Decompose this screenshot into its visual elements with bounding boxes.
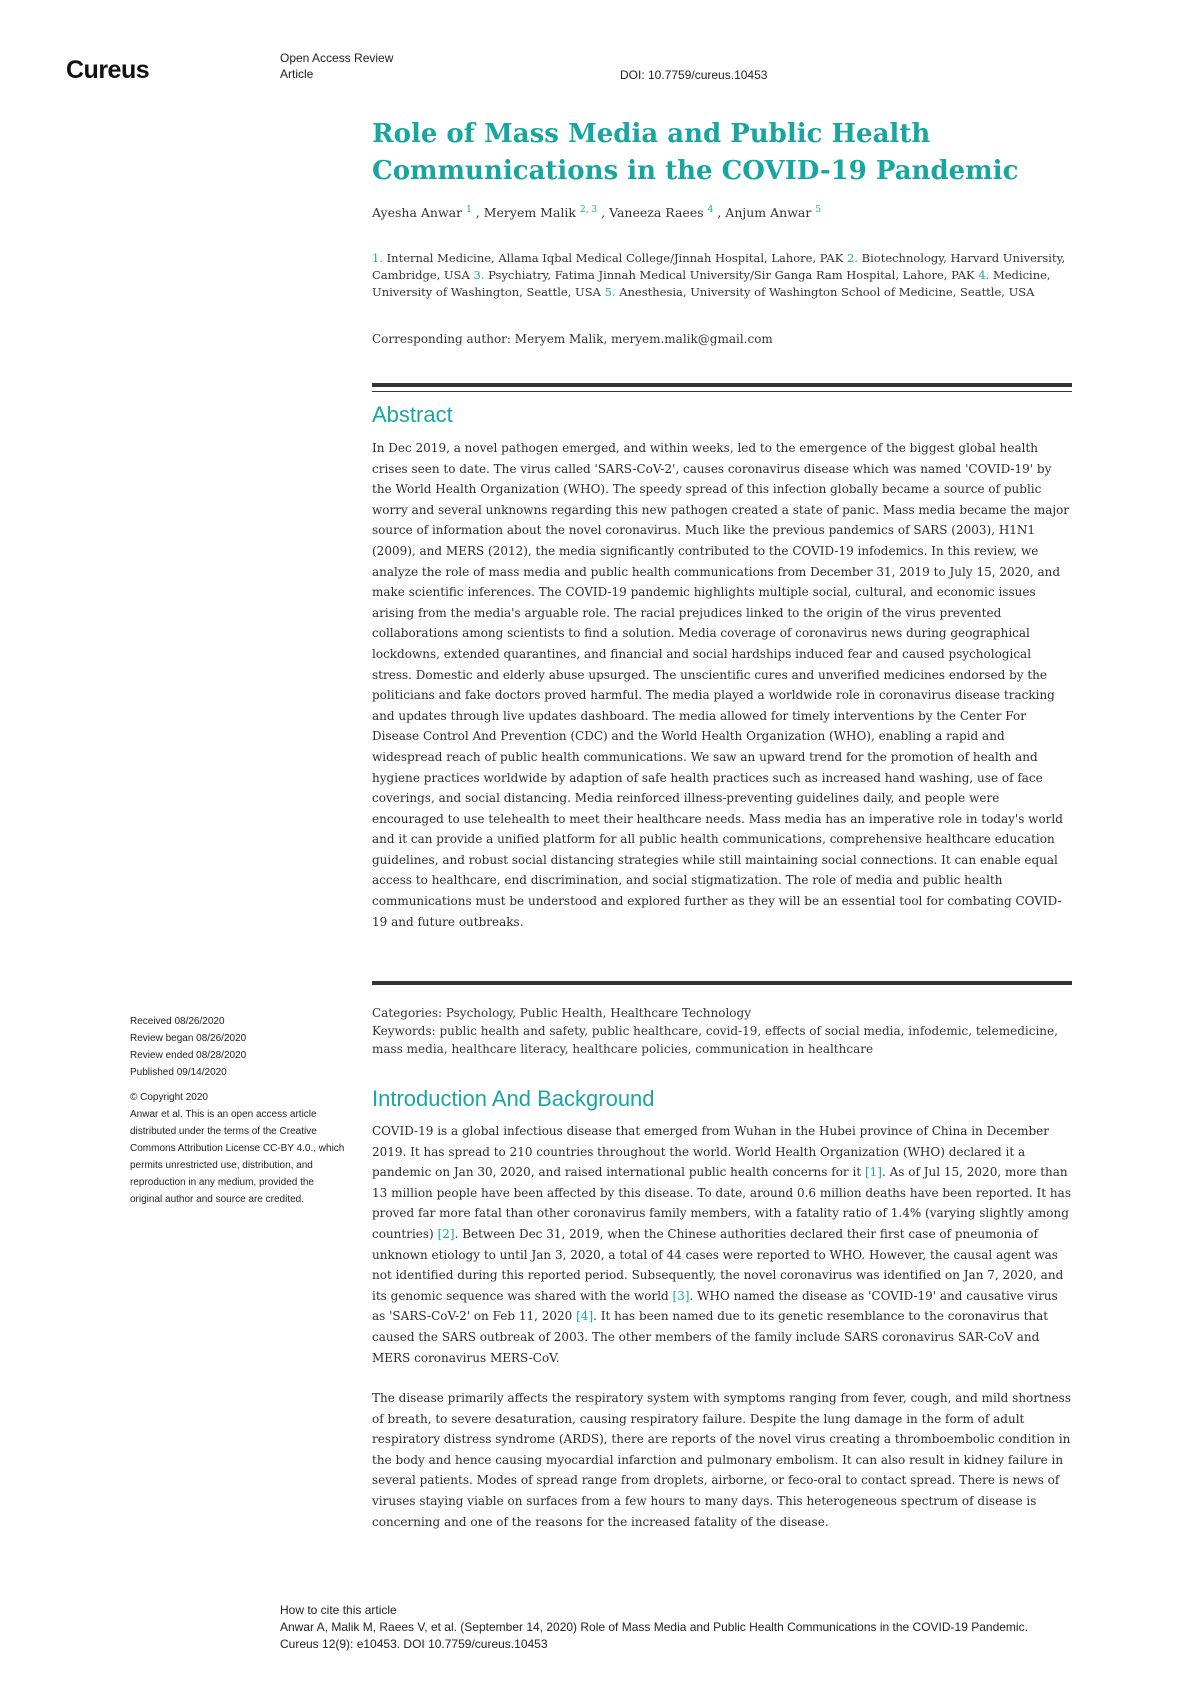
paragraph-text: . As of Jul 15, 2020, more than 13 million people have been affected by this disease. To date, around 0.6 million deaths have been reported. It has proved far more fatal than other coronavirus family members, with a fatality ratio of 1.4% (varying slightly among countries) <box>372 1165 1071 1241</box>
citation-line1: Anwar A, Malik M, Raees V, et al. (September 14, 2020) Role of Mass Media and Public Health Communications in the COVID-19 Pandemic. <box>280 1620 1028 1634</box>
reference-link[interactable]: [1] <box>864 1165 882 1180</box>
affiliations <box>372 250 1084 301</box>
author-affiliation-ref[interactable]: 4 <box>707 205 714 215</box>
citation-line2: Cureus 12(9): e10453. DOI 10.7759/cureus.10453 <box>280 1637 548 1651</box>
introduction-paragraph-2: The disease primarily affects the respiratory system with symptoms ranging from fever, cough, and mild shortness of breath, to severe desaturation, causing respiratory failure. Despite the lung damage in the form of adult respiratory distress syndrome (ARDS), there are reports of the novel virus creating a thromboembolic condition in the body and hence causing myocardial infarction and pulmonary embolism. It can also result in kidney failure in several patients. Modes of spread range from droplets, airborne, or feco-oral to contact spread. There is news of viruses staying viable on surfaces from a few hours to many days. This heterogeneous spectrum of disease is concerning and one of the reasons for the increased fatality of the disease. <box>372 1391 1071 1529</box>
title-line1: Role of Mass Media and Public Health <box>372 119 931 149</box>
affiliation-number: 2. <box>847 251 858 265</box>
abstract-heading: Abstract <box>372 402 453 427</box>
keywords-value: public health and safety, public healthcare, covid-19, effects of social media, infodemic, telemedicine, mass media, healthcare literacy, healthcare policies, communication in healthcare <box>372 1024 1058 1056</box>
citation-footer <box>280 1602 1140 1653</box>
affiliation-text: Psychiatry, Fatima Jinnah Medical University/Sir Ganga Ram Hospital, Lahore, PAK <box>488 268 975 282</box>
affiliation-text: Internal Medicine, Allama Iqbal Medical College/Jinnah Hospital, Lahore, PAK <box>386 251 844 265</box>
publication-sidebar <box>130 1013 345 1208</box>
reference-link[interactable]: [2] <box>437 1226 455 1241</box>
affiliation-text: Medicine, University of Washington, Seattle, USA <box>372 268 1051 299</box>
affiliation-number: 4. <box>978 268 990 282</box>
paragraph-text: COVID-19 is a global infectious disease that emerged from Wuhan in the Hubei province of China in December 2019. It has spread to 210 countries throughout the world. World Health Organization (WHO) declared it a pandemic on Jan 30, 2020, and raised international public health concerns for it <box>372 1124 1050 1180</box>
abstract-text: In Dec 2019, a novel pathogen emerged, and within weeks, led to the emergence of the biggest global health crises seen to date. The virus called 'SARS-CoV-2', causes coronavirus disease which was named 'COVID-19' by the World Health Organization (WHO). The speedy spread of this infection globally became a source of public worry and several unknowns regarding this new pathogen created a state of panic. Mass media became the major source of information about the novel coronavirus. Much like the previous pandemics of SARS (2003), H1N1 (2009), and MERS (2012), the media significantly contributed to the COVID-19 infodemics. In this review, we analyze the role of mass media and public health communications from December 31, 2019 to July 15, 2020, and make scientific inferences. The COVID-19 pandemic highlights multiple social, cultural, and economic issues arising from the media's arguable role. The racial prejudices linked to the origin of the virus prevented collaborations among scientists to find a solution. Media coverage of coronavirus news during geographical lockdowns, extended quarantines, and financial and social hardships induced fear and caused psychological stress. Domestic and elderly abuse upsurged. The unscientific cures and unverified medicines endorsed by the politicians and fake doctors proved harmful. The media played a worldwide role in coronavirus disease tracking and updates through live updates dashboard. The media allowed for timely interventions by the Center For Disease Control And Prevention (CDC) and the World Health Organization (WHO), enabling a rapid and widespread reach of public health communications. We saw an upward trend for the promotion of health and hygiene practices worldwide by adaption of safe health practices such as increased hand washing, use of face coverings, and social distancing. Media reinforced illness-preventing guidelines daily, and people were encouraged to use telehealth to meet their healthcare needs. Mass media has an imperative role in today's world and it can provide a unified platform for all public health communications, comprehensive healthcare education guidelines, and robust social distancing strategies while still maintaining social connections. It can enable equal access to healthcare, end discrimination, and social stigmatization. The role of media and public health communications must be understood and explored further as they will be an essential tool for combating COVID-19 and future outbreaks. <box>372 441 1070 929</box>
license-text: Anwar et al. This is an open access article distributed under the terms of the Creative Commons Attribution License CC-BY 4.0., which permits unrestricted use, distribution, and reproduction in any medium, provided the original author and source are credited. <box>130 1109 345 1205</box>
affiliation-number: 3. <box>473 268 485 282</box>
author-name[interactable]: Anjum Anwar <box>725 205 812 221</box>
copyright-notice: © Copyright 2020 <box>130 1092 208 1103</box>
review-ended-date: Review ended 08/28/2020 <box>130 1050 247 1061</box>
doi: DOI: 10.7759/cureus.10453 <box>620 68 768 82</box>
author-list: Ayesha Anwar $^1$ , Meryem Malik $^{2, 3}$ , Vaneeza Raees $^4$ , Anjum Anwar $^5$ <box>372 205 822 221</box>
author-affiliation-ref[interactable]: 2, 3 <box>579 205 598 215</box>
corresponding-author-label: Corresponding author: <box>372 332 511 346</box>
article-type-line1: Open Access Review <box>280 51 394 65</box>
paragraph-text: . WHO named the disease as 'COVID-19' and causative virus as 'SARS-CoV-2' on Feb 11, 2020 <box>372 1288 1058 1324</box>
categories-label: Categories: <box>372 1006 443 1020</box>
author-affiliation-ref[interactable]: 1 <box>466 205 472 215</box>
section-divider-thick <box>372 981 1072 985</box>
article-title <box>372 116 1092 190</box>
categories <box>372 1004 1082 1022</box>
section-divider-thick <box>372 383 1072 387</box>
author-name[interactable]: Meryem Malik <box>483 205 576 221</box>
author-name[interactable]: Ayesha Anwar <box>372 205 463 221</box>
reference-link[interactable]: [3] <box>672 1288 690 1303</box>
affiliation-number: 1. <box>372 251 383 265</box>
journal-logo: Cureus <box>66 56 150 84</box>
paragraph-text: . It has been named due to its genetic resemblance to the coronavirus that caused the SARS outbreak of 2003. The other members of the family include SARS coronavirus SAR-CoV and MERS coronavirus MERS-CoV. <box>372 1309 1049 1365</box>
keywords <box>372 1022 1082 1058</box>
affiliation-text: Biotechnology, Harvard University, Cambridge, USA <box>372 251 1066 282</box>
affiliation-number: 5. <box>604 285 616 299</box>
corresponding-author-value[interactable]: Meryem Malik, meryem.malik@gmail.com <box>514 332 773 346</box>
paragraph-text: . Between Dec 31, 2019, when the Chinese authorities declared their first case of pneumonia of unknown etiology to until Jan 3, 2020, a total of 44 cases were reported to WHO. However, the causal agent was not identified during this reported period. Subsequently, the novel coronavirus was identified on Jan 7, 2020, and its genomic sequence was shared with the world <box>372 1226 1064 1303</box>
corresponding-author <box>372 332 773 346</box>
citation-heading: How to cite this article <box>280 1603 397 1617</box>
article-type-line2: Article <box>280 67 314 81</box>
received-date: Received 08/26/2020 <box>130 1016 225 1027</box>
reference-link[interactable]: [4] <box>576 1309 594 1324</box>
review-began-date: Review began 08/26/2020 <box>130 1033 247 1044</box>
introduction-paragraph-1 <box>372 1121 1072 1368</box>
categories-value: Psychology, Public Health, Healthcare Technology <box>445 1006 751 1020</box>
categories-keywords <box>372 1004 1082 1058</box>
keywords-label: Keywords: <box>372 1024 436 1038</box>
published-date: Published 09/14/2020 <box>130 1067 227 1078</box>
affiliation-text: Anesthesia, University of Washington School of Medicine, Seattle, USA <box>619 285 1035 299</box>
section-divider-thin <box>372 391 1072 392</box>
introduction-heading: Introduction And Background <box>372 1086 655 1111</box>
author-name[interactable]: Vaneeza Raees <box>609 205 704 221</box>
article-type <box>280 50 393 82</box>
author-affiliation-ref[interactable]: 5 <box>815 205 822 215</box>
title-line2: Communications in the COVID-19 Pandemic <box>372 156 1019 186</box>
